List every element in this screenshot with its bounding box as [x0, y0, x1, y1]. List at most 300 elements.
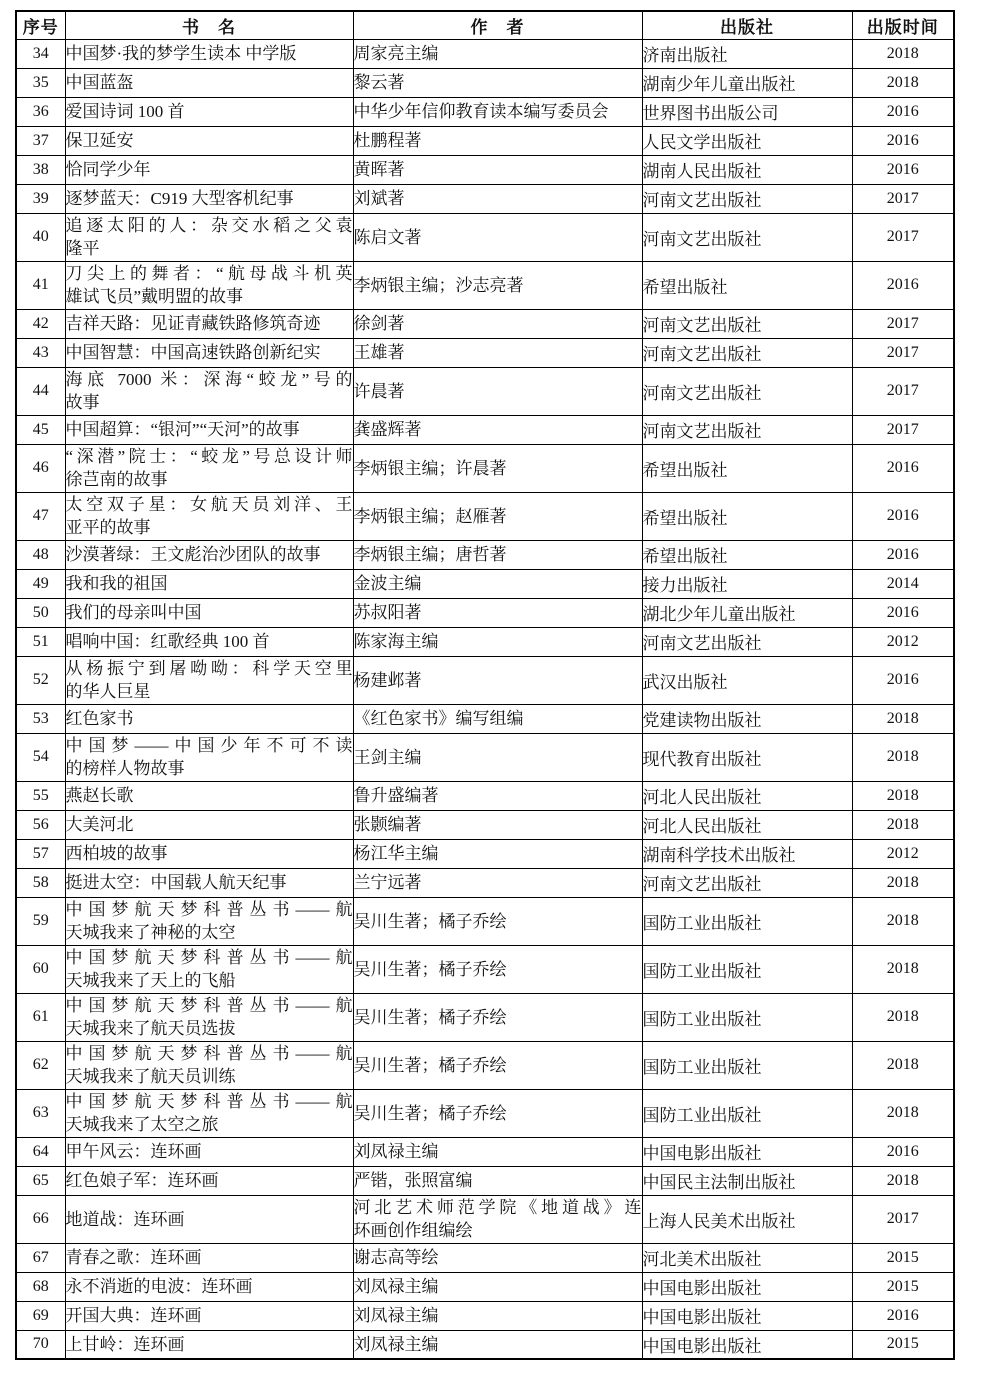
book-title-line: 甲午风云：连环画: [65, 1142, 202, 1161]
book-title-line: 中国梦·我的梦学生读本 中学版: [65, 44, 297, 63]
book-title-line: 天城我来了航天员训练: [65, 1067, 236, 1086]
publish-year-cell: 2017: [852, 367, 954, 415]
author-line: 徐剑著: [353, 314, 405, 333]
author-line: 龚盛辉著: [353, 420, 422, 439]
table-row: [16, 1272, 954, 1301]
header-book-title: 书 名: [65, 11, 353, 39]
table-row: [16, 1041, 954, 1089]
book-title-line: 我和我的祖国: [65, 574, 168, 593]
table-row: [16, 1166, 954, 1195]
table-row: [16, 367, 954, 415]
author-line: 刘凤禄主编: [353, 1277, 439, 1296]
book-title-line: 雄试飞员”戴明盟的故事: [65, 287, 244, 306]
table-row: [16, 810, 954, 839]
book-title-line: 红色娘子军：连环画: [65, 1171, 219, 1190]
author-line: 吴川生著；橘子乔绘: [353, 959, 507, 979]
publisher-cell: 湖南少年儿童出版社: [642, 68, 852, 97]
publish-year-cell: 2016: [852, 261, 954, 309]
publish-year-cell: 2016: [852, 444, 954, 492]
author-cell: [353, 492, 642, 540]
book-title-line: 西柏坡的故事: [65, 844, 168, 863]
row-number-cell: 42: [16, 309, 65, 338]
author-cell: [353, 39, 642, 68]
row-number-cell: 60: [16, 945, 65, 993]
row-number-cell: 34: [16, 39, 65, 68]
row-number-cell: 67: [16, 1243, 65, 1272]
author-cell: [353, 1330, 642, 1359]
author-cell: [353, 1243, 642, 1272]
book-title-cell: [65, 540, 353, 569]
publish-year-cell: 2017: [852, 415, 954, 444]
publisher-cell: 国防工业出版社: [642, 1041, 852, 1089]
book-title-line: 天城我来了航天员选拔: [65, 1019, 236, 1038]
author-cell: [353, 444, 642, 492]
author-cell: [353, 97, 642, 126]
book-title-cell: [65, 39, 353, 68]
publisher-cell: 现代教育出版社: [642, 733, 852, 781]
author-cell: [353, 993, 642, 1041]
publish-year-cell: 2018: [852, 1089, 954, 1137]
publish-year-cell: 2016: [852, 155, 954, 184]
author-line: 吴川生著；橘子乔绘: [353, 911, 507, 931]
row-number-cell: 39: [16, 184, 65, 213]
book-title-cell: [65, 492, 353, 540]
publisher-cell: 中国电影出版社: [642, 1330, 852, 1359]
table-row: [16, 184, 954, 213]
author-cell: [353, 415, 642, 444]
book-title-line: 唱响中国：红歌经典 100 首: [65, 632, 270, 651]
book-title-line: 从杨振宁到屠呦呦：科学天空里: [65, 659, 353, 678]
book-title-cell: [65, 415, 353, 444]
publisher-cell: 党建读物出版社: [642, 704, 852, 733]
author-line: 陈家海主编: [353, 632, 439, 651]
table-row: [16, 839, 954, 868]
publisher-cell: 河南文艺出版社: [642, 309, 852, 338]
publisher-cell: 济南出版社: [642, 39, 852, 68]
table-row: [16, 39, 954, 68]
book-title-cell: [65, 213, 353, 261]
publish-year-cell: 2012: [852, 627, 954, 656]
row-number-cell: 66: [16, 1195, 65, 1243]
table-row: [16, 704, 954, 733]
book-title-line: 挺进太空：中国载人航天纪事: [65, 873, 287, 892]
author-cell: [353, 839, 642, 868]
publish-year-cell: 2016: [852, 540, 954, 569]
book-title-line: 沙漠著绿：王文彪治沙团队的故事: [65, 545, 321, 564]
row-number-cell: 37: [16, 126, 65, 155]
author-cell: [353, 184, 642, 213]
book-title-line: “深潜”院士：“蛟龙”号总设计师: [65, 447, 353, 466]
author-line: 黄晖著: [353, 160, 405, 179]
author-line: 李炳银主编；唐哲著: [353, 545, 507, 564]
table-row: [16, 338, 954, 367]
author-line: 河北艺术师范学院《地道战》连: [353, 1198, 642, 1217]
author-cell: [353, 213, 642, 261]
book-title-cell: [65, 68, 353, 97]
author-line: 周家亮主编: [353, 44, 439, 63]
book-list-table: [15, 10, 955, 1360]
publisher-cell: 河北人民出版社: [642, 781, 852, 810]
publisher-cell: 中国电影出版社: [642, 1301, 852, 1330]
author-cell: [353, 868, 642, 897]
publish-year-cell: 2017: [852, 1195, 954, 1243]
book-title-line: 中国梦航天梦科普丛书——航: [65, 996, 353, 1015]
book-title-cell: [65, 1195, 353, 1243]
author-line: 张颢编著: [353, 815, 422, 834]
author-line: 苏叔阳著: [353, 603, 422, 622]
book-title-cell: [65, 1272, 353, 1301]
book-title-cell: [65, 184, 353, 213]
publish-year-cell: 2018: [852, 781, 954, 810]
author-line: 李炳银主编；许晨著: [353, 458, 507, 478]
book-title-cell: [65, 309, 353, 338]
book-title-cell: [65, 97, 353, 126]
author-cell: [353, 897, 642, 945]
publisher-cell: 湖北少年儿童出版社: [642, 598, 852, 627]
author-line: 刘凤禄主编: [353, 1306, 439, 1325]
author-line: 杨江华主编: [353, 844, 439, 863]
book-title-line: 的榜样人物故事: [65, 759, 185, 778]
book-title-line: 刀尖上的舞者：“航母战斗机英: [65, 264, 353, 283]
table-row: [16, 213, 954, 261]
row-number-cell: 45: [16, 415, 65, 444]
author-line: 环画创作组编绘: [353, 1221, 473, 1240]
book-title-line: 吉祥天路：见证青藏铁路修筑奇迹: [65, 314, 321, 333]
row-number-cell: 44: [16, 367, 65, 415]
book-title-line: 保卫延安: [65, 131, 134, 150]
row-number-cell: 65: [16, 1166, 65, 1195]
book-title-cell: [65, 1137, 353, 1166]
publisher-cell: 湖南人民出版社: [642, 155, 852, 184]
book-title-line: 开国大典：连环画: [65, 1306, 202, 1325]
author-cell: [353, 598, 642, 627]
publisher-cell: 河南文艺出版社: [642, 627, 852, 656]
publish-year-cell: 2018: [852, 39, 954, 68]
author-line: 刘斌著: [353, 189, 405, 208]
table-row: [16, 492, 954, 540]
row-number-cell: 70: [16, 1330, 65, 1359]
table-row: [16, 444, 954, 492]
book-title-line: 燕赵长歌: [65, 786, 134, 805]
book-title-line: 爱国诗词 100 首: [65, 102, 185, 121]
table-row: [16, 68, 954, 97]
book-title-line: 青春之歌：连环画: [65, 1248, 202, 1267]
publisher-cell: 河南文艺出版社: [642, 338, 852, 367]
row-number-cell: 47: [16, 492, 65, 540]
publish-year-cell: 2015: [852, 1272, 954, 1301]
author-line: 严锴，张照富编: [353, 1171, 473, 1190]
publish-year-cell: 2018: [852, 993, 954, 1041]
publisher-cell: 国防工业出版社: [642, 1089, 852, 1137]
book-title-line: 我们的母亲叫中国: [65, 603, 202, 622]
book-title-cell: [65, 1166, 353, 1195]
table-row: [16, 415, 954, 444]
author-cell: [353, 338, 642, 367]
author-line: 谢志高等绘: [353, 1248, 439, 1267]
table-row: [16, 1243, 954, 1272]
table-row: [16, 781, 954, 810]
book-title-cell: [65, 627, 353, 656]
author-line: 中华少年信仰教育读本编写委员会: [353, 102, 609, 121]
publish-year-cell: 2017: [852, 184, 954, 213]
publish-year-cell: 2016: [852, 1301, 954, 1330]
author-cell: [353, 1195, 642, 1243]
publish-year-cell: 2016: [852, 492, 954, 540]
book-title-line: 天城我来了天上的飞船: [65, 971, 236, 990]
publish-year-cell: 2018: [852, 810, 954, 839]
author-cell: [353, 126, 642, 155]
author-line: 《红色家书》编写组编: [353, 709, 524, 728]
author-line: 鲁升盛编著: [353, 786, 439, 805]
publish-year-cell: 2018: [852, 1041, 954, 1089]
table-row: [16, 627, 954, 656]
author-cell: [353, 367, 642, 415]
row-number-cell: 50: [16, 598, 65, 627]
table-row: [16, 540, 954, 569]
book-title-line: 中国智慧：中国高速铁路创新纪实: [65, 343, 321, 362]
publisher-cell: 希望出版社: [642, 492, 852, 540]
header-publish-year: 出版时间: [852, 11, 954, 39]
table-row: [16, 97, 954, 126]
book-title-cell: [65, 656, 353, 704]
table-row: [16, 1195, 954, 1243]
row-number-cell: 56: [16, 810, 65, 839]
book-title-line: 中国蓝盔: [65, 73, 134, 92]
book-title-line: 永不消逝的电波：连环画: [65, 1277, 253, 1296]
book-title-line: 天城我来了神秘的太空: [65, 923, 236, 942]
publish-year-cell: 2018: [852, 733, 954, 781]
book-title-cell: [65, 733, 353, 781]
publish-year-cell: 2016: [852, 97, 954, 126]
row-number-cell: 58: [16, 868, 65, 897]
row-number-cell: 51: [16, 627, 65, 656]
publisher-cell: 接力出版社: [642, 569, 852, 598]
book-title-line: 中国超算：“银河”“天河”的故事: [65, 420, 300, 439]
publish-year-cell: 2018: [852, 897, 954, 945]
author-cell: [353, 810, 642, 839]
table-row: [16, 1137, 954, 1166]
author-cell: [353, 569, 642, 598]
publisher-cell: 希望出版社: [642, 261, 852, 309]
row-number-cell: 41: [16, 261, 65, 309]
row-number-cell: 54: [16, 733, 65, 781]
table-row: [16, 261, 954, 309]
author-cell: [353, 1301, 642, 1330]
publisher-cell: 中国电影出版社: [642, 1137, 852, 1166]
book-title-cell: [65, 126, 353, 155]
publish-year-cell: 2015: [852, 1243, 954, 1272]
row-number-cell: 46: [16, 444, 65, 492]
publish-year-cell: 2012: [852, 839, 954, 868]
author-line: 李炳银主编；赵雁著: [353, 506, 507, 526]
publish-year-cell: 2018: [852, 68, 954, 97]
row-number-cell: 64: [16, 1137, 65, 1166]
book-title-cell: [65, 897, 353, 945]
book-title-line: 地道战：连环画: [65, 1209, 185, 1229]
publish-year-cell: 2018: [852, 945, 954, 993]
author-line: 王雄著: [353, 343, 405, 362]
book-title-line: 大美河北: [65, 815, 134, 834]
publisher-cell: 中国民主法制出版社: [642, 1166, 852, 1195]
publisher-cell: 河北人民出版社: [642, 810, 852, 839]
book-title-cell: [65, 945, 353, 993]
publish-year-cell: 2017: [852, 338, 954, 367]
table-row: [16, 1330, 954, 1359]
author-cell: [353, 1089, 642, 1137]
book-title-cell: [65, 781, 353, 810]
table-row: [16, 656, 954, 704]
author-cell: [353, 261, 642, 309]
author-line: 金波主编: [353, 574, 422, 593]
author-cell: [353, 733, 642, 781]
book-title-line: 红色家书: [65, 709, 134, 728]
publisher-cell: 上海人民美术出版社: [642, 1195, 852, 1243]
author-cell: [353, 945, 642, 993]
publisher-cell: 人民文学出版社: [642, 126, 852, 155]
row-number-cell: 62: [16, 1041, 65, 1089]
row-number-cell: 61: [16, 993, 65, 1041]
publish-year-cell: 2016: [852, 656, 954, 704]
row-number-cell: 55: [16, 781, 65, 810]
book-title-line: 恰同学少年: [65, 160, 151, 179]
publisher-cell: 河南文艺出版社: [642, 868, 852, 897]
author-line: 王剑主编: [353, 747, 422, 767]
publish-year-cell: 2018: [852, 1166, 954, 1195]
author-cell: [353, 155, 642, 184]
publish-year-cell: 2018: [852, 704, 954, 733]
table-row: [16, 993, 954, 1041]
book-title-line: 中国梦航天梦科普丛书——航: [65, 948, 353, 967]
table-row: [16, 733, 954, 781]
table-row: [16, 569, 954, 598]
row-number-cell: 40: [16, 213, 65, 261]
publisher-cell: 河北美术出版社: [642, 1243, 852, 1272]
publisher-cell: 武汉出版社: [642, 656, 852, 704]
author-line: 刘凤禄主编: [353, 1142, 439, 1161]
table-row: [16, 598, 954, 627]
author-line: 杜鹏程著: [353, 131, 422, 150]
author-line: 陈启文著: [353, 227, 422, 247]
row-number-cell: 43: [16, 338, 65, 367]
row-number-cell: 48: [16, 540, 65, 569]
table-row: [16, 1089, 954, 1137]
author-cell: [353, 540, 642, 569]
author-line: 许晨著: [353, 381, 405, 401]
publisher-cell: 世界图书出版公司: [642, 97, 852, 126]
book-title-cell: [65, 338, 353, 367]
book-title-line: 太空双子星：女航天员刘洋、王: [65, 495, 353, 514]
row-number-cell: 68: [16, 1272, 65, 1301]
book-title-line: 海底 7000 米：深海“蛟龙”号的: [65, 370, 353, 389]
book-title-line: 徐芑南的故事: [65, 470, 168, 489]
row-number-cell: 38: [16, 155, 65, 184]
publish-year-cell: 2015: [852, 1330, 954, 1359]
book-title-cell: [65, 1243, 353, 1272]
row-number-cell: 69: [16, 1301, 65, 1330]
publisher-cell: 河南文艺出版社: [642, 213, 852, 261]
book-title-line: 中国梦航天梦科普丛书——航: [65, 900, 353, 919]
author-cell: [353, 1137, 642, 1166]
row-number-cell: 36: [16, 97, 65, 126]
book-title-cell: [65, 1041, 353, 1089]
book-title-line: 天城我来了太空之旅: [65, 1115, 219, 1134]
publisher-cell: 河南文艺出版社: [642, 367, 852, 415]
header-publisher: 出版社: [642, 11, 852, 39]
author-line: 刘凤禄主编: [353, 1334, 439, 1354]
header-author: 作 者: [353, 11, 642, 39]
book-title-cell: [65, 993, 353, 1041]
book-title-cell: [65, 598, 353, 627]
author-cell: [353, 309, 642, 338]
publisher-cell: 国防工业出版社: [642, 945, 852, 993]
book-title-cell: [65, 810, 353, 839]
book-title-cell: [65, 155, 353, 184]
book-title-line: 追逐太阳的人：杂交水稻之父袁: [65, 216, 353, 235]
publisher-cell: 河南文艺出版社: [642, 184, 852, 213]
table-row: [16, 868, 954, 897]
row-number-cell: 53: [16, 704, 65, 733]
publisher-cell: 国防工业出版社: [642, 993, 852, 1041]
author-cell: [353, 1272, 642, 1301]
book-title-cell: [65, 569, 353, 598]
table-row: [16, 155, 954, 184]
publish-year-cell: 2016: [852, 1137, 954, 1166]
publish-year-cell: 2016: [852, 598, 954, 627]
book-title-line: 的华人巨星: [65, 682, 151, 701]
book-title-cell: [65, 704, 353, 733]
publisher-cell: 中国电影出版社: [642, 1272, 852, 1301]
row-number-cell: 59: [16, 897, 65, 945]
row-number-cell: 63: [16, 1089, 65, 1137]
author-line: 杨建邺著: [353, 670, 422, 690]
book-title-line: 中国梦航天梦科普丛书——航: [65, 1044, 353, 1063]
table-row: [16, 126, 954, 155]
publish-year-cell: 2016: [852, 126, 954, 155]
table-body: [16, 39, 954, 1359]
author-line: 吴川生著；橘子乔绘: [353, 1055, 507, 1075]
row-number-cell: 52: [16, 656, 65, 704]
author-line: 吴川生著；橘子乔绘: [353, 1103, 507, 1123]
book-title-line: 逐梦蓝天：C919 大型客机纪事: [65, 189, 294, 208]
author-cell: [353, 1041, 642, 1089]
publisher-cell: 希望出版社: [642, 444, 852, 492]
author-cell: [353, 704, 642, 733]
book-title-cell: [65, 261, 353, 309]
row-number-cell: 35: [16, 68, 65, 97]
table-row: [16, 945, 954, 993]
row-number-cell: 49: [16, 569, 65, 598]
author-line: 吴川生著；橘子乔绘: [353, 1007, 507, 1027]
author-cell: [353, 1166, 642, 1195]
publisher-cell: 湖南科学技术出版社: [642, 839, 852, 868]
table-header: [16, 11, 954, 39]
publish-year-cell: 2014: [852, 569, 954, 598]
table-row: [16, 897, 954, 945]
author-cell: [353, 627, 642, 656]
publisher-cell: 河南文艺出版社: [642, 415, 852, 444]
book-title-cell: [65, 367, 353, 415]
table-row: [16, 1301, 954, 1330]
book-title-line: 亚平的故事: [65, 518, 151, 537]
book-title-line: 中国梦航天梦科普丛书——航: [65, 1092, 353, 1111]
book-title-cell: [65, 1330, 353, 1359]
publish-year-cell: 2017: [852, 309, 954, 338]
publisher-cell: 希望出版社: [642, 540, 852, 569]
book-title-line: 故事: [65, 393, 100, 412]
book-title-cell: [65, 1301, 353, 1330]
book-title-line: 中国梦——中国少年不可不读: [65, 736, 353, 755]
table-row: [16, 309, 954, 338]
